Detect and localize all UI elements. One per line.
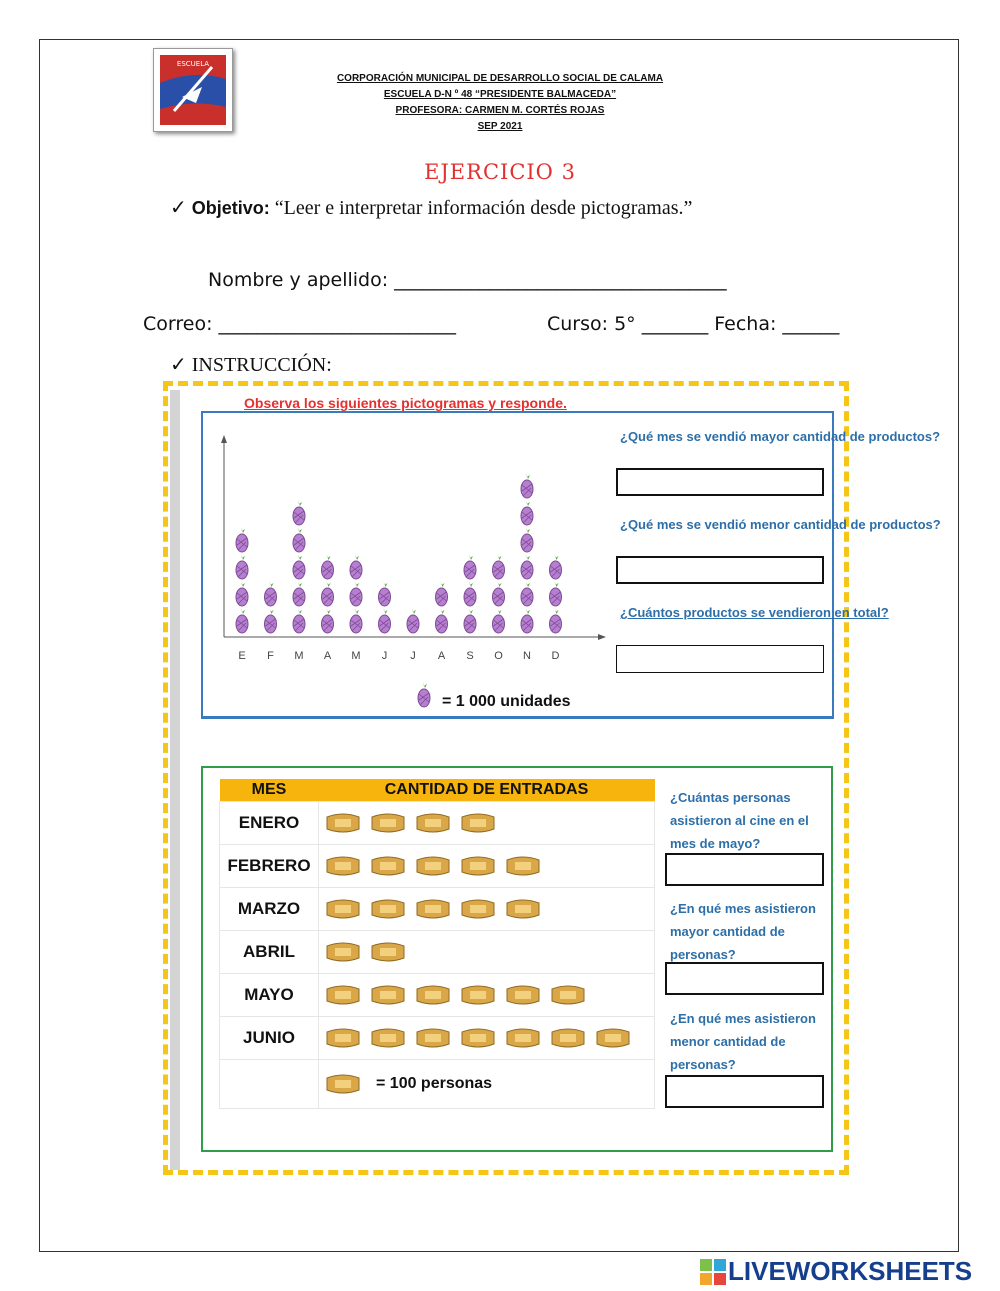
objective-check: ✓	[170, 197, 187, 219]
ticket-icon	[415, 1026, 451, 1050]
table-row	[220, 931, 655, 974]
product-icon	[293, 581, 305, 606]
ticket-icon	[415, 897, 451, 921]
ticket-icon	[415, 854, 451, 878]
x-tick-label: D	[551, 650, 560, 662]
answer-box-1-1[interactable]	[616, 468, 824, 496]
product-icon	[236, 581, 248, 606]
pictogram-column-3	[322, 554, 334, 633]
course-date-field[interactable]: Curso: 5° _______ Fecha: ______	[547, 313, 840, 335]
product-icon	[521, 473, 533, 498]
product-icon	[521, 554, 533, 579]
header-school: ESCUELA D-N º 48 “PRESIDENTE BALMACEDA”	[383, 89, 617, 100]
x-tick-label: J	[410, 650, 416, 662]
school-logo	[153, 48, 233, 132]
instruction-check: ✓	[170, 354, 187, 376]
product-icon	[464, 608, 476, 633]
ticket-icon	[370, 897, 406, 921]
product-icon	[550, 608, 562, 633]
liveworksheets-text: LIVEWORKSHEETS	[728, 1256, 973, 1286]
ticket-icon	[370, 854, 406, 878]
logo-text: ESCUELA	[176, 60, 210, 68]
product-icon	[236, 554, 248, 579]
product-legend-icon	[414, 680, 438, 716]
pictogram-column-0	[236, 527, 248, 633]
liveworksheets-brand	[700, 1256, 972, 1287]
sales-pictogram-chart	[218, 435, 608, 665]
ticket-icon	[595, 1026, 631, 1050]
ticket-icon	[325, 897, 361, 921]
product-icon	[521, 500, 533, 525]
pictogram-column-1	[265, 581, 277, 633]
x-tick-label: J	[381, 650, 388, 662]
month-cell: FEBRERO	[220, 845, 319, 888]
legend-empty-cell	[220, 1060, 319, 1109]
pictogram-column-9	[493, 554, 505, 633]
product-icon	[322, 554, 334, 579]
product-legend-label: = 1 000 unidades	[442, 693, 571, 710]
ticket-icon	[370, 811, 406, 835]
pictogram-column-4	[350, 554, 362, 633]
pictogram-column-7	[436, 581, 448, 633]
ticket-icon	[505, 983, 541, 1007]
product-icon	[350, 581, 362, 606]
table-row	[220, 802, 655, 845]
x-axis-arrow	[598, 634, 606, 640]
panel-1-base	[201, 716, 834, 719]
x-tick-label: A	[323, 650, 332, 662]
question-2-2: ¿En qué mes asistieron mayor cantidad de personas?	[670, 901, 816, 962]
table-row	[220, 888, 655, 931]
ticket-icon	[325, 1072, 361, 1096]
answer-box-1-3[interactable]	[616, 645, 824, 673]
question-1-3: ¿Cuántos productos se vendieron en total?	[620, 605, 889, 620]
product-icon	[436, 581, 448, 606]
product-icon	[464, 554, 476, 579]
x-tick-label: N	[523, 650, 531, 662]
answer-box-2-1[interactable]	[665, 853, 824, 886]
ticket-icon	[325, 811, 361, 835]
x-tick-label: A	[437, 650, 446, 662]
ticket-icon	[505, 854, 541, 878]
x-tick-label: F	[267, 650, 274, 662]
container-shadow	[170, 390, 180, 1170]
ticket-icon	[415, 811, 451, 835]
ticket-icon	[460, 811, 496, 835]
legend-cell	[319, 1060, 655, 1109]
instruction-text: INSTRUCCIÓN:	[191, 354, 332, 376]
product-icon	[350, 608, 362, 633]
y-axis-arrow	[221, 435, 227, 443]
month-cell: MAYO	[220, 974, 319, 1017]
product-icon	[236, 527, 248, 552]
liveworksheets-icon	[700, 1259, 726, 1285]
ticket-icon	[370, 940, 406, 964]
objective-text: “Leer e interpretar información desde pictogramas.”	[274, 197, 693, 219]
product-icon	[550, 581, 562, 606]
product-icon	[379, 581, 391, 606]
header-teacher: PROFESORA: CARMEN M. CORTÉS ROJAS	[395, 105, 605, 116]
objective-label: Objetivo:	[191, 198, 270, 218]
product-icon	[293, 500, 305, 525]
header-corporation: CORPORACIÓN MUNICIPAL DE DESARROLLO SOCIAL DE CALAMA	[336, 73, 664, 84]
product-icon	[322, 581, 334, 606]
tickets-cell	[319, 888, 655, 931]
question-2-3: ¿En qué mes asistieron menor cantidad de personas?	[670, 1011, 816, 1072]
header-date: SEP 2021	[477, 121, 523, 132]
ticket-icon	[370, 1026, 406, 1050]
ticket-icon	[505, 1026, 541, 1050]
tickets-cell	[319, 845, 655, 888]
product-icon	[493, 581, 505, 606]
objective	[170, 195, 692, 220]
cinema-table	[219, 779, 655, 1109]
pictogram-column-10	[521, 473, 533, 633]
x-tick-label: E	[238, 650, 246, 662]
product-icon	[493, 608, 505, 633]
ticket-icon	[325, 1026, 361, 1050]
product-icon	[521, 581, 533, 606]
product-icon	[293, 554, 305, 579]
month-cell: MARZO	[220, 888, 319, 931]
pictogram-column-11	[550, 554, 562, 633]
answer-box-1-2[interactable]	[616, 556, 824, 584]
product-icon	[464, 581, 476, 606]
ticket-icon	[460, 897, 496, 921]
answer-box-2-3[interactable]	[665, 1075, 824, 1108]
ticket-icon	[550, 1026, 586, 1050]
ticket-icon	[325, 940, 361, 964]
pictogram-column-5	[379, 581, 391, 633]
question-1-2: ¿Qué mes se vendió menor cantidad de productos?	[620, 517, 941, 532]
product-icon	[521, 527, 533, 552]
ticket-icon	[460, 854, 496, 878]
product-icon	[350, 554, 362, 579]
ticket-icon	[415, 983, 451, 1007]
tickets-cell	[319, 931, 655, 974]
x-tick-label: M	[294, 650, 304, 662]
pictogram-column-2	[293, 500, 305, 633]
col-count-header: CANTIDAD DE ENTRADAS	[319, 779, 655, 802]
month-cell: JUNIO	[220, 1017, 319, 1060]
ticket-icon	[325, 983, 361, 1007]
pictogram-column-8	[464, 554, 476, 633]
tickets-cell	[319, 974, 655, 1017]
ticket-legend-label: = 100 personas	[376, 1075, 493, 1092]
legend-row	[220, 1060, 655, 1109]
x-tick-label: S	[466, 650, 474, 662]
pictogram-column-6	[407, 608, 419, 633]
instruction-heading	[170, 352, 332, 377]
product-icon	[265, 581, 277, 606]
col-month-header: MES	[220, 779, 319, 802]
product-icon	[379, 608, 391, 633]
product-icon	[493, 554, 505, 579]
month-cell: ENERO	[220, 802, 319, 845]
product-icon	[521, 608, 533, 633]
ticket-icon	[505, 897, 541, 921]
x-tick-label: O	[494, 650, 503, 662]
product-icon	[407, 608, 419, 633]
table-row	[220, 1017, 655, 1060]
product-icon	[236, 608, 248, 633]
ticket-icon	[460, 983, 496, 1007]
ticket-icon	[370, 983, 406, 1007]
exercise-title: EJERCICIO 3	[424, 160, 576, 184]
product-icon	[293, 527, 305, 552]
exercise-heading: Observa los siguientes pictogramas y responde.	[244, 395, 567, 411]
ticket-icon	[460, 1026, 496, 1050]
table-row	[220, 845, 655, 888]
ticket-icon	[325, 854, 361, 878]
product-icon	[293, 608, 305, 633]
product-icon	[322, 608, 334, 633]
product-icon	[265, 608, 277, 633]
table-row	[220, 974, 655, 1017]
tickets-cell	[319, 1017, 655, 1060]
month-cell: ABRIL	[220, 931, 319, 974]
x-tick-label: M	[351, 650, 361, 662]
product-icon	[436, 608, 448, 633]
ticket-icon	[550, 983, 586, 1007]
tickets-cell	[319, 802, 655, 845]
email-field[interactable]: Correo: _________________________	[143, 313, 457, 335]
product-icon	[550, 554, 562, 579]
name-field[interactable]: Nombre y apellido: ___________________________________	[208, 269, 727, 291]
question-2-1: ¿Cuántas personas asistieron al cine en el mes de mayo?	[670, 790, 809, 851]
answer-box-2-2[interactable]	[665, 962, 824, 995]
question-1-1: ¿Qué mes se vendió mayor cantidad de productos?	[620, 429, 941, 444]
